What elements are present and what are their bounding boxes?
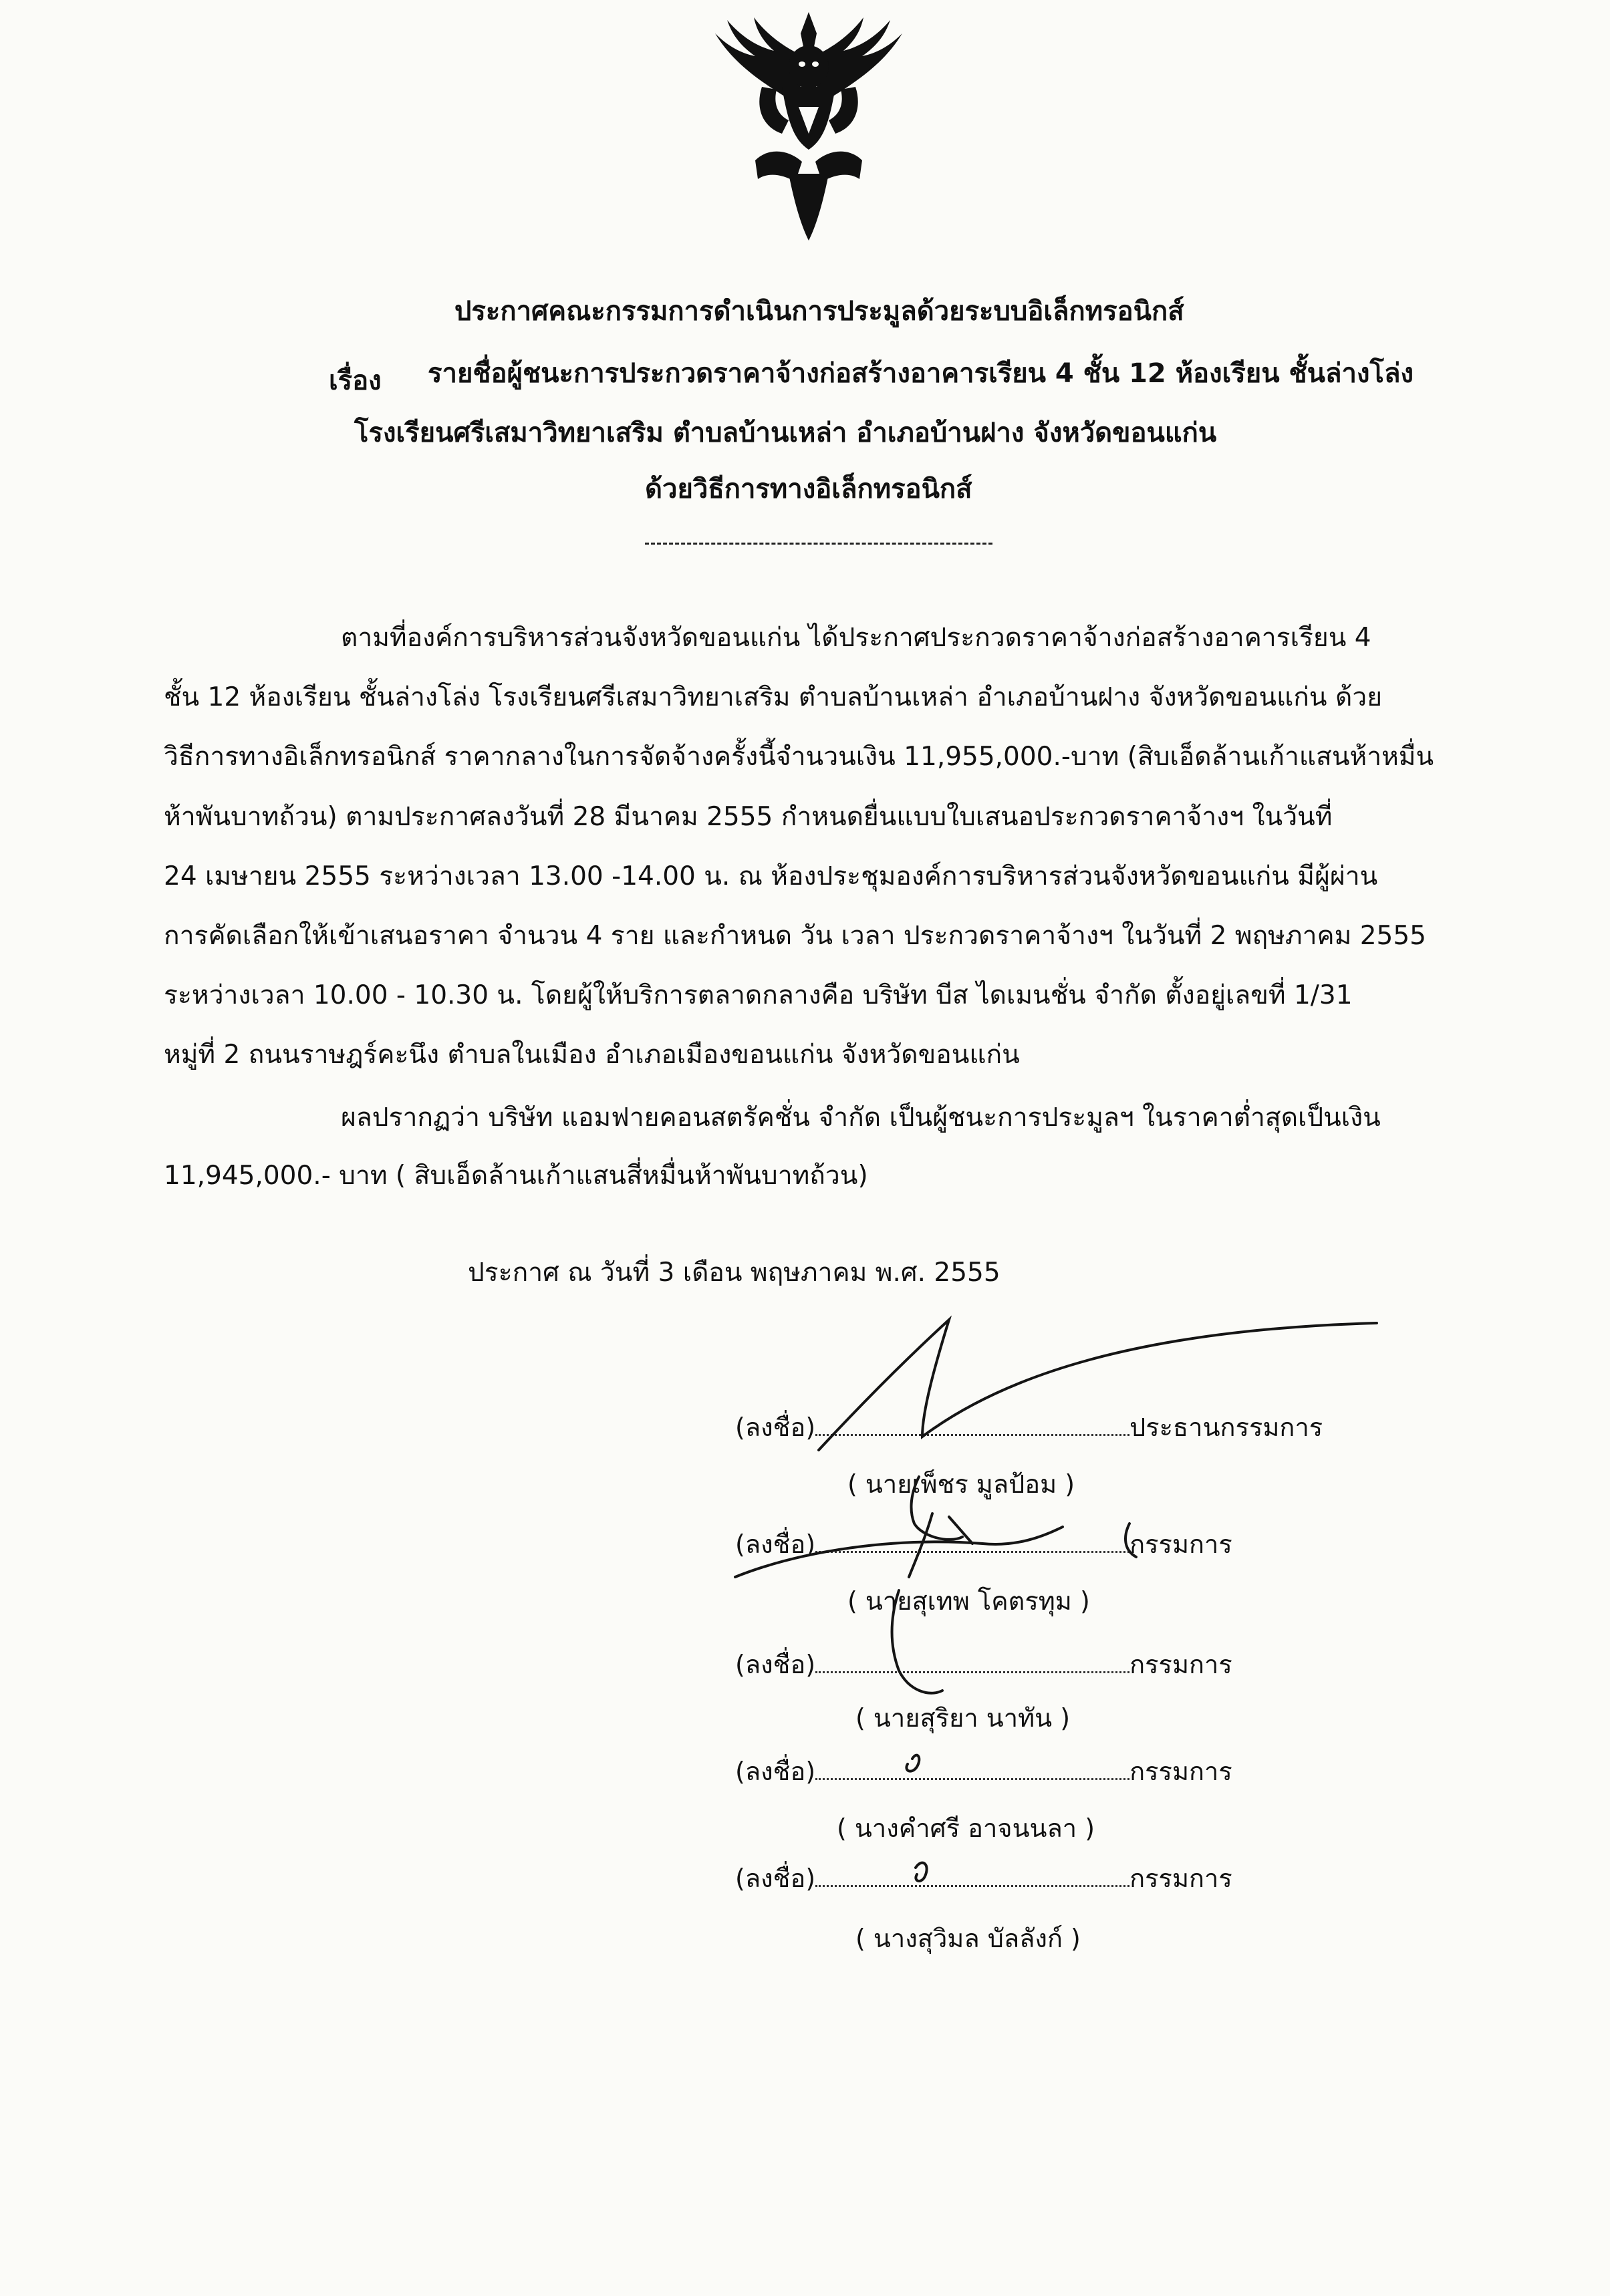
signatory-role: กรรมการ bbox=[1129, 1650, 1232, 1679]
signature-dots bbox=[815, 1884, 1129, 1887]
subject-label: เรื่อง bbox=[329, 366, 382, 396]
para1-line: ตามที่องค์การบริหารส่วนจังหวัดขอนแก่น ได้ประกาศประกวดราคาจ้างก่อสร้างอาคารเรียน 4 bbox=[341, 623, 1371, 653]
header-title-line2: รายชื่อผู้ชนะการประกวดราคาจ้างก่อสร้างอาคารเรียน 4 ชั้น 12 ห้องเรียน ชั้นล่างโล่ง bbox=[428, 358, 1414, 389]
signature-dots bbox=[815, 1433, 1129, 1436]
para1-line: ห้าพันบาทถ้วน) ตามประกาศลงวันที่ 28 มีนาคม 2555 กำหนดยื่นแบบใบเสนอประกวดราคาจ้างฯ ในวันที่ bbox=[164, 802, 1333, 832]
header-title-line3: โรงเรียนศรีเสมาวิทยาเสริม ตำบลบ้านเหล่า อำเภอบ้านฝาง จังหวัดขอนแก่น bbox=[354, 418, 1217, 448]
para1-line: 24 เมษายน 2555 ระหว่างเวลา 13.00 -14.00 น. ณ ห้องประชุมองค์การบริหารส่วนจังหวัดขอนแก่น มีผู้ผ่าน bbox=[164, 861, 1378, 891]
para1-line: ระหว่างเวลา 10.00 - 10.30 น. โดยผู้ให้บริการตลาดกลางคือ บริษัท บีส ไดเมนชั่น จำกัด ตั้งอยู่เลขที่ 1/31 bbox=[164, 980, 1353, 1010]
signatory-role: ประธานกรรมการ bbox=[1129, 1413, 1323, 1442]
signature-dots bbox=[815, 1777, 1129, 1780]
para1-line: หมู่ที่ 2 ถนนราษฎร์คะนึง ตำบลในเมือง อำเภอเมืองขอนแก่น จังหวัดขอนแก่น bbox=[164, 1040, 1020, 1070]
signatory-name: ( นางคำศรี อาจนนลา ) bbox=[837, 1814, 1095, 1843]
para2-line: 11,945,000.- บาท ( สิบเอ็ดล้านเก้าแสนสี่หมื่นห้าพันบาทถ้วน) bbox=[164, 1161, 868, 1191]
signatory-name: ( นายสุเทพ โคตรทุม ) bbox=[847, 1586, 1090, 1616]
announce-date: ประกาศ ณ วันที่ 3 เดือน พฤษภาคม พ.ศ. 2555 bbox=[468, 1258, 1000, 1288]
para1-line: ชั้น 12 ห้องเรียน ชั้นล่างโล่ง โรงเรียนศรีเสมาวิทยาเสริม ตำบลบ้านเหล่า อำเภอบ้านฝาง จังหวัดขอนแก่น ด้วย bbox=[164, 682, 1383, 712]
signature-line bbox=[735, 1751, 1232, 1791]
header-divider bbox=[645, 543, 992, 545]
signature-line bbox=[735, 1858, 1232, 1898]
sign-label: (ลงชื่อ) bbox=[735, 1864, 816, 1893]
signatory-name: ( นายเพ็ชร มูลป้อม ) bbox=[847, 1469, 1075, 1499]
para1-line: วิธีการทางอิเล็กทรอนิกส์ ราคากลางในการจัดจ้างครั้งนี้จำนวนเงิน 11,955,000.-บาท (สิบเอ็ดล้านเก้าแสนห้าหมื่น bbox=[164, 742, 1434, 772]
garuda-emblem-icon bbox=[688, 7, 929, 247]
para1-line: การคัดเลือกให้เข้าเสนอราคา จำนวน 4 ราย และกำหนด วัน เวลา ประกวดราคาจ้างฯ ในวันที่ 2 พฤษภาคม 2555 bbox=[164, 921, 1426, 951]
sign-label: (ลงชื่อ) bbox=[735, 1530, 816, 1559]
signature-line bbox=[735, 1644, 1232, 1685]
para2-line: ผลปรากฏว่า บริษัท แอมฟายคอนสตรัคชั่น จำกัด เป็นผู้ชนะการประมูลฯ ในราคาต่ำสุดเป็นเงิน bbox=[341, 1103, 1381, 1133]
signature-dots bbox=[815, 1550, 1129, 1553]
signatory-role: กรรมการ bbox=[1129, 1757, 1232, 1786]
sign-label: (ลงชื่อ) bbox=[735, 1757, 816, 1786]
signatory-name: ( นางสุวิมล บัลลังก์ ) bbox=[855, 1924, 1081, 1953]
sign-label: (ลงชื่อ) bbox=[735, 1413, 816, 1442]
header-title-line1: ประกาศคณะกรรมการดำเนินการประมูลด้วยระบบอิเล็กทรอนิกส์ bbox=[454, 296, 1184, 327]
sign-label: (ลงชื่อ) bbox=[735, 1650, 816, 1679]
signatory-name: ( นายสุริยา นาทัน ) bbox=[855, 1703, 1071, 1733]
signature-line bbox=[735, 1524, 1232, 1564]
signature-dots bbox=[815, 1671, 1129, 1673]
signature-line bbox=[735, 1407, 1323, 1447]
signatory-role: กรรมการ bbox=[1129, 1530, 1232, 1559]
signatory-role: กรรมการ bbox=[1129, 1864, 1232, 1893]
header-title-line4: ด้วยวิธีการทางอิเล็กทรอนิกส์ bbox=[645, 474, 972, 505]
